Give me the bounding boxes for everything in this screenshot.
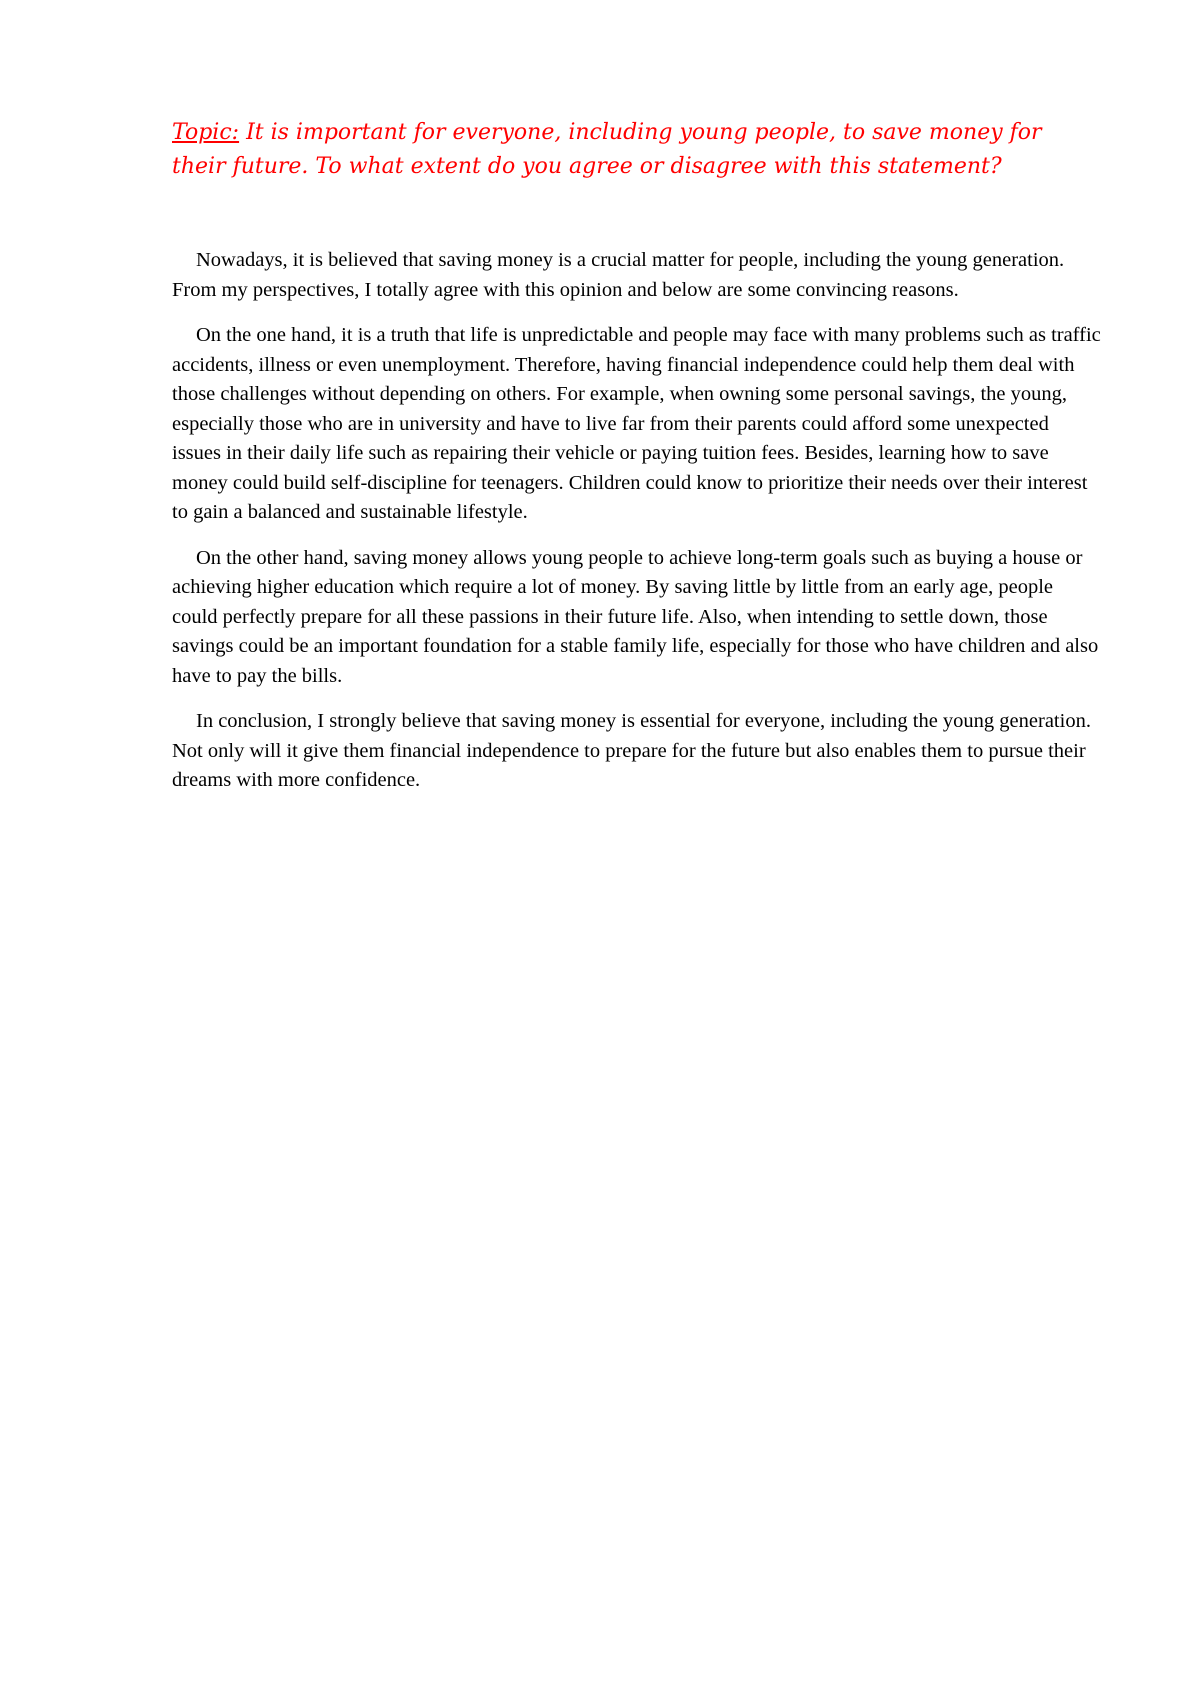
essay-body [172,246,1102,812]
topic-label: Topic: [172,120,240,145]
introduction-paragraph: Nowadays, it is believed that saving money is a crucial matter for people, including the young generation. From my perspectives, I totally agree with this opinion and below are some convincing reasons. [172,249,1065,301]
body-paragraph-1: On the one hand, it is a truth that life is unpredictable and people may face with many problems such as traffic accidents, illness or even unemployment. Therefore, having financial independence could help them deal with those challenges without depending on others. For example, when owning some personal savings, the young, especially those who are in university and have to live far from their parents could afford some unexpected issues in their daily life such as repairing their vehicle or paying tuition fees. Besides, learning how to save money could build self-discipline for teenagers. Children could know to prioritize their needs over their interest to gain a balanced and sustainable lifestyle. [172,324,1101,523]
topic-text: It is important for everyone, including young people, to save money for their future. To what extent do you agree or disagree with this statement? [172,120,1042,179]
body-paragraph-2: On the other hand, saving money allows young people to achieve long-term goals such as buying a house or achieving higher education which require a lot of money. By saving little by little from an early age, people could perfectly prepare for all these passions in their future life. Also, when intending to settle down, those savings could be an important foundation for a stable family life, especially for those who have children and also have to pay the bills. [172,546,1099,687]
essay-topic [172,116,1092,184]
conclusion-paragraph: In conclusion, I strongly believe that saving money is essential for everyone, including the young generation. Not only will it give them financial independence to prepare for the future but also enables them to pursue their dreams with more confidence. [172,710,1091,791]
